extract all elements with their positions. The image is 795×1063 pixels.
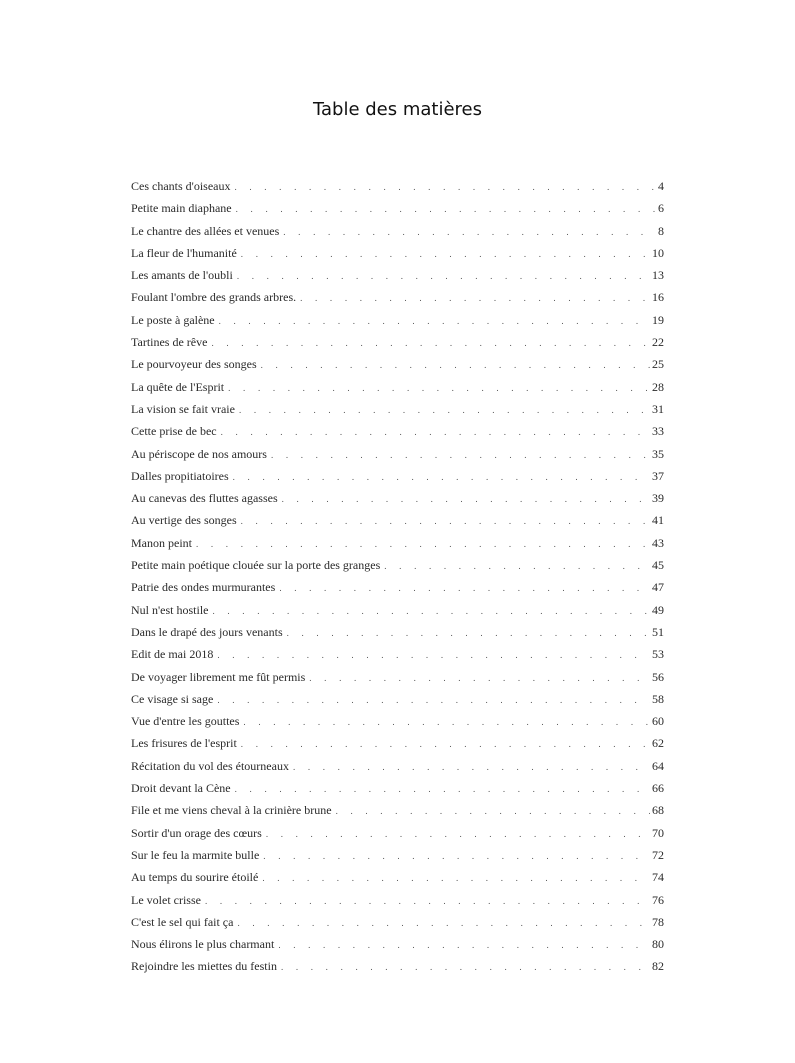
toc-entry[interactable] (131, 331, 664, 353)
toc-entry-title: Manon peint (131, 532, 196, 554)
toc-page-number: 74 (652, 870, 664, 885)
toc-dot-leader (279, 577, 650, 598)
toc-entry[interactable] (131, 777, 664, 799)
toc-entry-title: Vue d'entre les gouttes (131, 710, 243, 732)
toc-dot-leader (271, 444, 650, 465)
toc-entry[interactable] (131, 443, 664, 465)
toc-dot-leader (236, 198, 656, 219)
toc-dot-leader (233, 466, 650, 487)
toc-dot-leader (309, 667, 650, 688)
toc-page-number: 82 (652, 959, 664, 974)
toc-entry-title: Edit de mai 2018 (131, 643, 217, 665)
toc-page-number: 76 (652, 892, 664, 907)
toc-entry-title: Nous élirons le plus charmant (131, 933, 278, 955)
toc-dot-leader (300, 287, 650, 308)
toc-dot-leader (219, 310, 650, 331)
toc-entry-title: Petite main poétique clouée sur la porte des granges (131, 554, 384, 576)
toc-page-number: 60 (652, 714, 664, 729)
toc-entry[interactable] (131, 688, 664, 710)
toc-entry-title: File et me viens cheval à la crinière brune (131, 799, 336, 821)
toc-page-number: 8 (658, 223, 664, 238)
toc-entry[interactable] (131, 822, 664, 844)
toc-dot-leader (283, 221, 656, 242)
toc-entry-title: C'est le sel qui fait ça (131, 911, 237, 933)
toc-dot-leader (221, 421, 650, 442)
toc-entry[interactable] (131, 599, 664, 621)
toc-dot-leader (235, 778, 650, 799)
toc-entry[interactable] (131, 242, 664, 264)
toc-dot-leader (263, 845, 650, 866)
page-title: Table des matières (312, 99, 483, 120)
toc-entry[interactable] (131, 487, 664, 509)
toc-entry-title: Ce visage si sage (131, 688, 217, 710)
toc-entry[interactable] (131, 710, 664, 732)
toc-page-number: 45 (652, 558, 664, 573)
toc-entry[interactable] (131, 353, 664, 375)
toc-dot-leader (293, 756, 650, 777)
toc-dot-leader (266, 823, 650, 844)
toc-dot-leader (262, 867, 650, 888)
table-of-contents (131, 175, 664, 978)
toc-page-number: 10 (652, 245, 664, 260)
toc-page-number: 43 (652, 535, 664, 550)
toc-entry[interactable] (131, 554, 664, 576)
toc-entry-title: Le chantre des allées et venues (131, 220, 283, 242)
toc-entry[interactable] (131, 420, 664, 442)
toc-page-number: 58 (652, 691, 664, 706)
toc-dot-leader (237, 912, 650, 933)
toc-page-number: 6 (658, 201, 664, 216)
toc-page-number: 78 (652, 914, 664, 929)
toc-entry-title: Nul n'est hostile (131, 599, 213, 621)
toc-entry-title: Petite main diaphane (131, 197, 236, 219)
toc-page-number: 49 (652, 602, 664, 617)
toc-page-number: 31 (652, 401, 664, 416)
toc-entry-title: Cette prise de bec (131, 420, 221, 442)
toc-page-number: 51 (652, 624, 664, 639)
toc-page-number: 33 (652, 424, 664, 439)
toc-entry-title: La fleur de l'humanité (131, 242, 241, 264)
toc-page-number: 25 (652, 357, 664, 372)
toc-entry-title: Dalles propitiatoires (131, 465, 233, 487)
toc-page-number: 66 (652, 781, 664, 796)
toc-page-number: 72 (652, 847, 664, 862)
toc-page-number: 47 (652, 580, 664, 595)
toc-page-number: 39 (652, 491, 664, 506)
toc-entry-title: Foulant l'ombre des grands arbres. (131, 286, 300, 308)
toc-page-number: 28 (652, 379, 664, 394)
toc-entry[interactable] (131, 509, 664, 531)
toc-dot-leader (241, 733, 650, 754)
toc-dot-leader (336, 800, 650, 821)
toc-dot-leader (278, 934, 650, 955)
toc-dot-leader (237, 265, 650, 286)
toc-entry[interactable] (131, 286, 664, 308)
toc-dot-leader (217, 644, 650, 665)
toc-entry-title: La quête de l'Esprit (131, 376, 228, 398)
toc-entry-title: Le volet crisse (131, 889, 205, 911)
toc-dot-leader (261, 354, 650, 375)
toc-dot-leader (217, 689, 650, 710)
toc-page-number: 64 (652, 758, 664, 773)
toc-entry-title: Le poste à galène (131, 309, 219, 331)
toc-page-number: 70 (652, 825, 664, 840)
toc-entry-title: De voyager librement me fût permis (131, 666, 309, 688)
toc-entry-title: Sur le feu la marmite bulle (131, 844, 263, 866)
toc-page-number: 19 (652, 312, 664, 327)
toc-dot-leader (287, 622, 650, 643)
toc-entry-title: Dans le drapé des jours venants (131, 621, 287, 643)
toc-page-number: 16 (652, 290, 664, 305)
toc-page-number: 62 (652, 736, 664, 751)
toc-entry[interactable] (131, 175, 664, 197)
toc-entry[interactable] (131, 911, 664, 933)
toc-entry[interactable] (131, 264, 664, 286)
toc-entry-title: Sortir d'un orage des cœurs (131, 822, 266, 844)
toc-entry[interactable] (131, 955, 664, 977)
toc-dot-leader (213, 600, 651, 621)
toc-entry-title: Au vertige des songes (131, 509, 241, 531)
toc-entry[interactable] (131, 889, 664, 911)
toc-dot-leader (282, 488, 650, 509)
toc-dot-leader (384, 555, 650, 576)
toc-entry[interactable] (131, 866, 664, 888)
toc-entry[interactable] (131, 799, 664, 821)
toc-entry-title: Droit devant la Cène (131, 777, 235, 799)
toc-page-number: 37 (652, 468, 664, 483)
toc-entry-title: Patrie des ondes murmurantes (131, 576, 279, 598)
toc-dot-leader (241, 243, 650, 264)
toc-entry-title: Les amants de l'oubli (131, 264, 237, 286)
toc-page-number: 68 (652, 803, 664, 818)
toc-dot-leader (196, 533, 650, 554)
toc-page-number: 80 (652, 937, 664, 952)
toc-entry[interactable] (131, 755, 664, 777)
toc-entry[interactable] (131, 666, 664, 688)
toc-dot-leader (228, 377, 650, 398)
toc-page-number: 35 (652, 446, 664, 461)
toc-entry-title: Tartines de rêve (131, 331, 211, 353)
toc-page-number: 53 (652, 647, 664, 662)
toc-entry[interactable] (131, 376, 664, 398)
toc-page-number: 22 (652, 335, 664, 350)
toc-page-number: 4 (658, 179, 664, 193)
toc-page-number: 56 (652, 669, 664, 684)
toc-dot-leader (205, 890, 650, 911)
toc-entry-title: Au temps du sourire étoilé (131, 866, 262, 888)
toc-dot-leader (239, 399, 650, 420)
toc-page-number: 41 (652, 513, 664, 528)
toc-entry[interactable] (131, 532, 664, 554)
toc-entry[interactable] (131, 220, 664, 242)
toc-entry[interactable] (131, 465, 664, 487)
toc-dot-leader (281, 956, 650, 977)
toc-entry-title: Le pourvoyeur des songes (131, 353, 261, 375)
toc-entry[interactable] (131, 398, 664, 420)
toc-entry[interactable] (131, 197, 664, 219)
toc-dot-leader (234, 176, 656, 197)
toc-entry-title: Ces chants d'oiseaux (131, 175, 234, 197)
toc-entry-title: Au périscope de nos amours (131, 443, 271, 465)
toc-entry-title: Récitation du vol des étourneaux (131, 755, 293, 777)
toc-dot-leader (241, 510, 650, 531)
toc-entry[interactable] (131, 933, 664, 955)
toc-entry-title: La vision se fait vraie (131, 398, 239, 420)
toc-page-number: 13 (652, 268, 664, 283)
toc-dot-leader (243, 711, 650, 732)
toc-entry[interactable] (131, 732, 664, 754)
toc-dot-leader (211, 332, 650, 353)
toc-entry[interactable] (131, 621, 664, 643)
toc-entry[interactable] (131, 576, 664, 598)
toc-entry[interactable] (131, 643, 664, 665)
toc-entry-title: Les frisures de l'esprit (131, 732, 241, 754)
toc-entry-title: Rejoindre les miettes du festin (131, 955, 281, 977)
toc-entry-title: Au canevas des fluttes agasses (131, 487, 282, 509)
toc-entry[interactable] (131, 844, 664, 866)
toc-entry[interactable] (131, 309, 664, 331)
